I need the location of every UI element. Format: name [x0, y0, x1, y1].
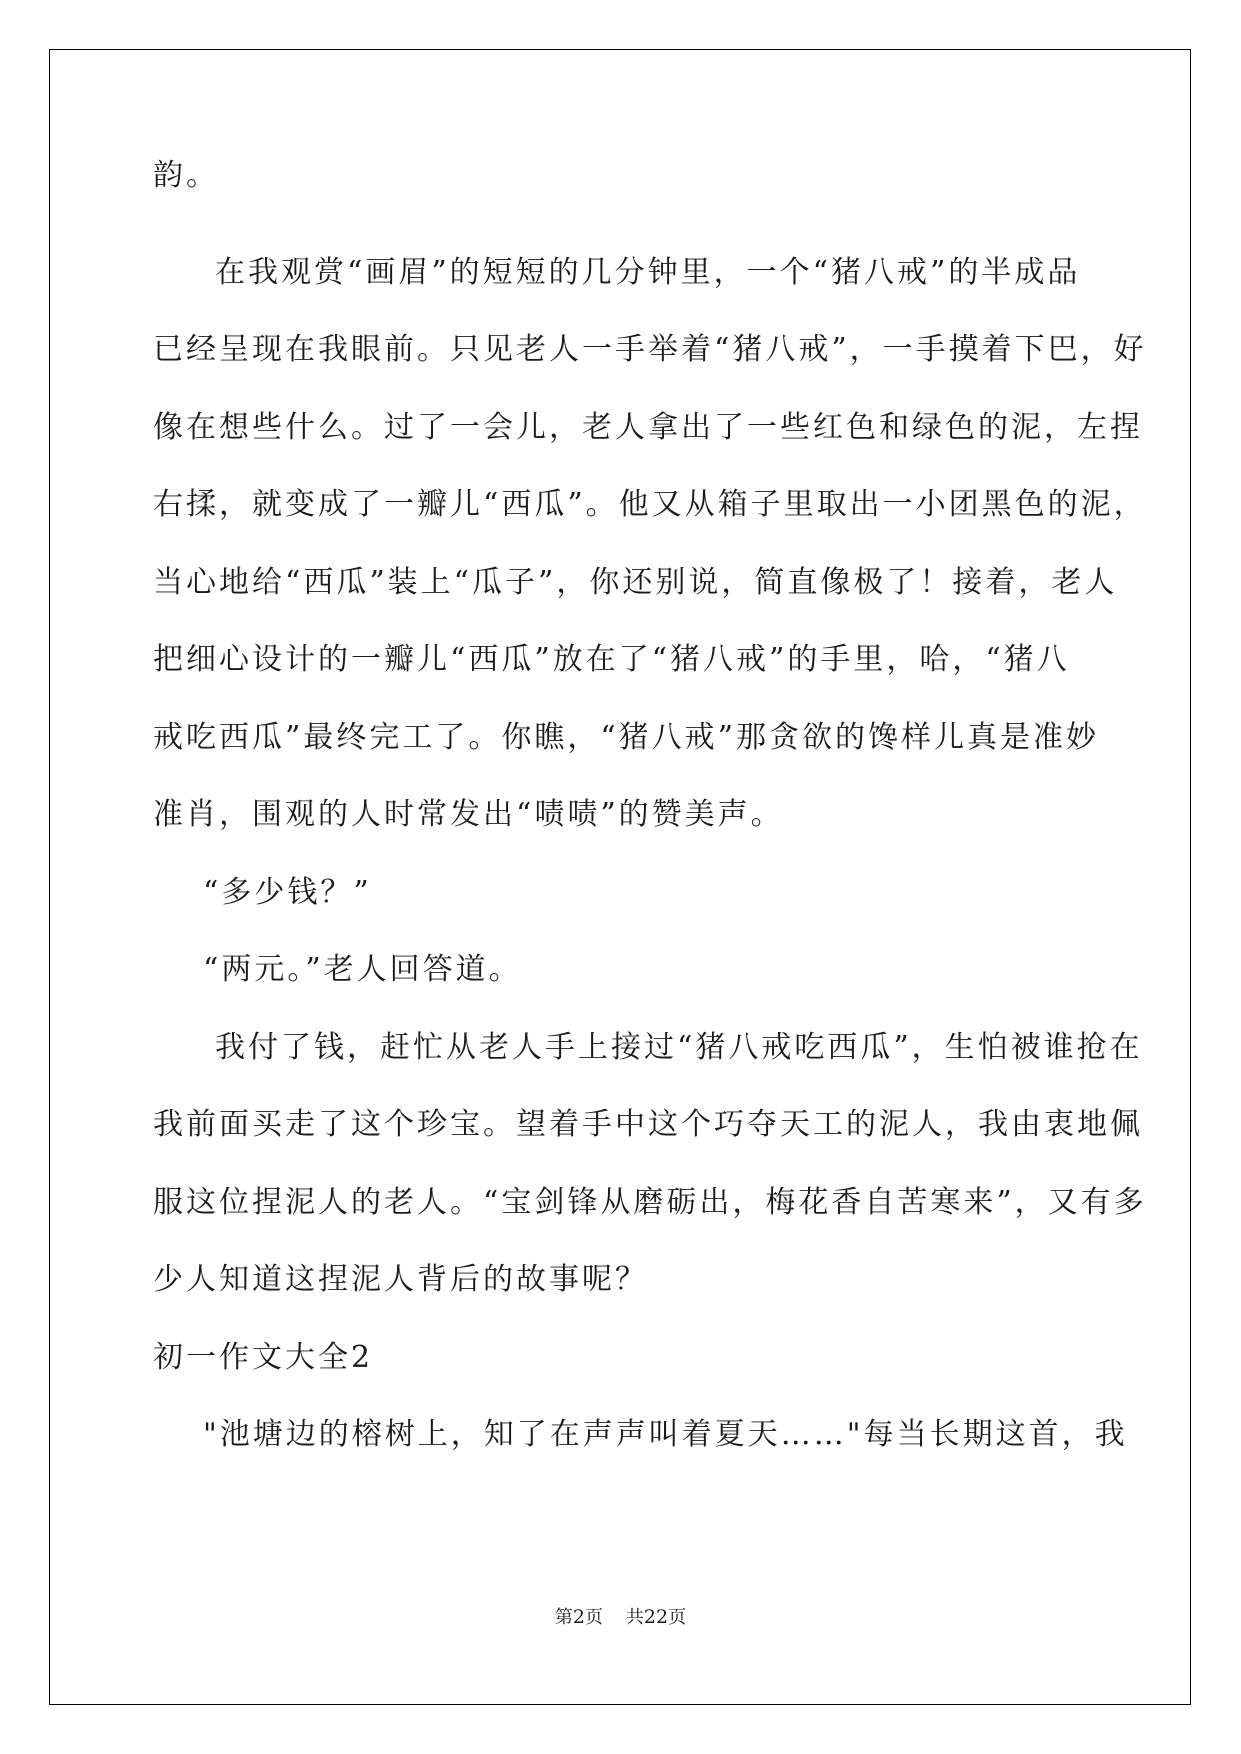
text-line: 我前面买走了这个珍宝。望着手中这个巧夺天工的泥人，我由衷地佩	[153, 1107, 1143, 1142]
section-heading: 初一作文大全2	[153, 1339, 374, 1375]
paragraph-start-line: "池塘边的榕树上，知了在声声叫着夏天……"每当长期这首，我	[203, 1417, 1128, 1452]
text-line: 已经呈现在我眼前。只见老人一手举着“猪八戒”，一手摸着下巴，好	[153, 332, 1147, 367]
text-line: 韵。	[153, 158, 219, 193]
dialogue-line: “多少钱？”	[203, 874, 372, 910]
text-line: 准肖，围观的人时常发出“啧啧”的赞美声。	[153, 797, 784, 832]
total-suffix: 页	[668, 1607, 687, 1628]
document-body	[153, 156, 1147, 1474]
page-number: 2	[572, 1606, 585, 1628]
paragraph-start-line: 我付了钱，赶忙从老人手上接过“猪八戒吃西瓜”，生怕被谁抢在	[215, 1029, 1143, 1065]
page-suffix: 页	[585, 1607, 603, 1628]
total-prefix: 共	[625, 1607, 644, 1628]
text-line: 戒吃西瓜”最终完工了。你瞧，“猪八戒”那贪欲的馋样儿真是准妙	[153, 719, 1100, 755]
text-line: 当心地给“西瓜”装上“瓜子”，你还别说，简直像极了！接着，老人	[153, 564, 1118, 600]
dialogue-line: “两元。”老人回答道。	[203, 952, 522, 987]
text-line: 右揉，就变成了一瓣儿“西瓜”。他又从箱子里取出一小团黑色的泥，	[153, 487, 1147, 522]
paragraph-start-line: 在我观赏“画眉”的短短的几分钟里，一个“猪八戒”的半成品	[215, 254, 1081, 290]
page-footer	[0, 1603, 1241, 1629]
text-line: 像在想些什么。过了一会儿，老人拿出了一些红色和绿色的泥，左捏	[153, 409, 1143, 445]
text-line: 把细心设计的一瓣儿“西瓜”放在了“猪八戒”的手里，哈，“猪八	[153, 642, 1070, 677]
total-pages: 22	[643, 1606, 669, 1628]
page-prefix: 第	[554, 1607, 573, 1628]
text-line: 服这位捏泥人的老人。“宝剑锋从磨砺出，梅花香自苦寒来”，又有多	[153, 1184, 1147, 1220]
text-line: 少人知道这捏泥人背后的故事呢？	[153, 1262, 648, 1297]
